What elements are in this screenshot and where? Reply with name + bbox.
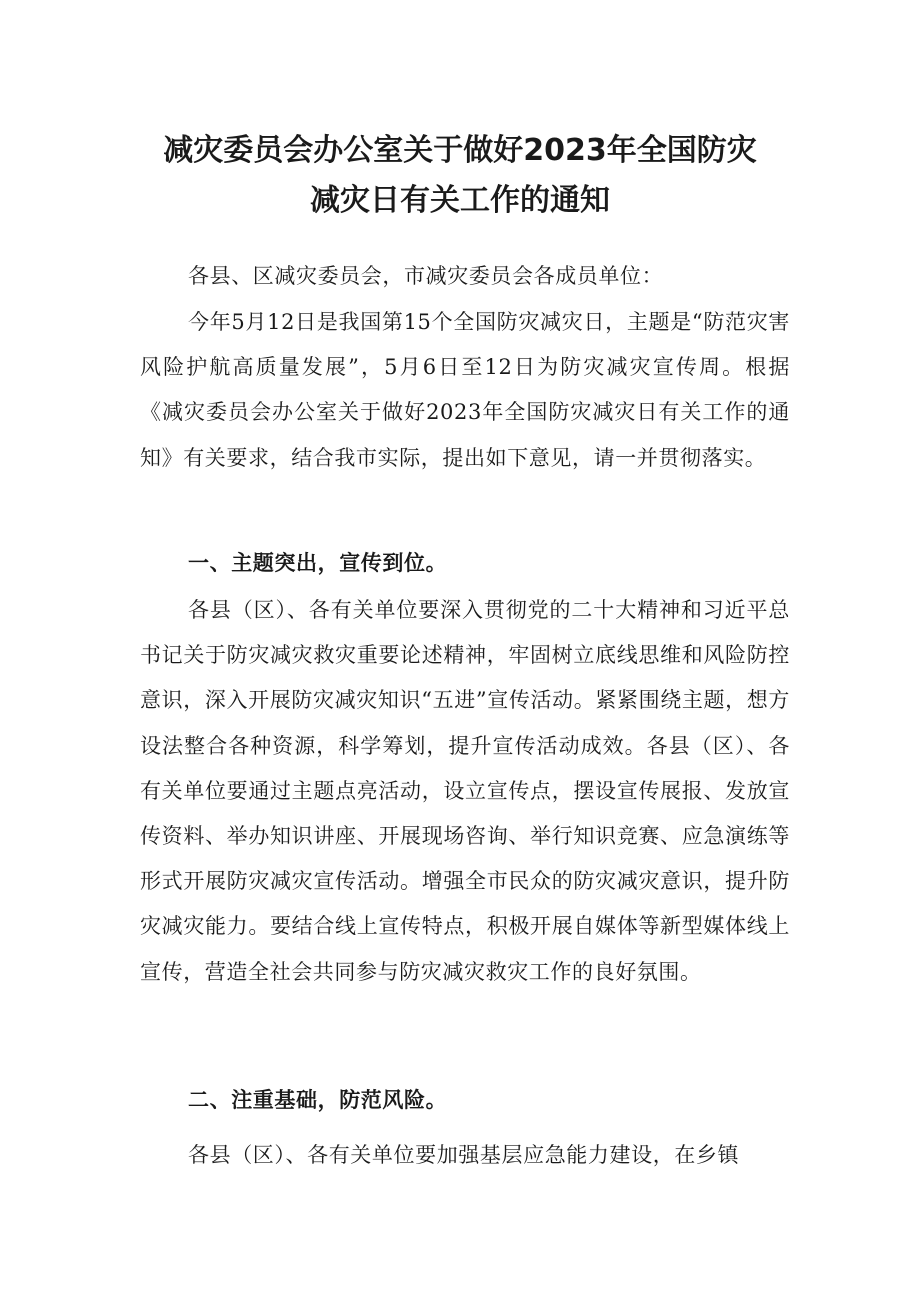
section-2-paragraph: 各县（区）、各有关单位要加强基层应急能力建设，在乡镇: [188, 1143, 740, 1167]
document-title-line-1: 减灾委员会办公室关于做好2023年全国防灾: [163, 133, 757, 168]
salutation: 各县、区减灾委员会，市减灾委员会各成员单位：: [188, 264, 664, 288]
document-title-line-2: 减灾日有关工作的通知: [310, 183, 610, 218]
section-1-paragraph: 各县（区）、各有关单位要深入贯彻党的二十大精神和习近平总书记关于防灾减灾救灾重要论述精神，牢固树立底线思维和风险防控意识，深入开展防灾减灾知识“五进”宣传活动。紧紧围绕主题，想方设法整合各种资源，科学筹划，提升宣传活动成效。各县（区）、各有关单位要通过主题点亮活动，设立宣传点，摆设宣传展报、发放宣传资料、举办知识讲座、开展现场咨询、举行知识竞赛、应急演练等形式开展防灾减灾宣传活动。增强全市民众的防灾减灾意识，提升防灾减灾能力。要结合线上宣传特点，积极开展自媒体等新型媒体线上宣传，营造全社会共同参与防灾减灾救灾工作的良好氛围。: [140, 598, 790, 984]
section-1-heading: 一、主题突出，宣传到位。: [188, 551, 448, 575]
section-2-heading: 二、注重基础，防范风险。: [188, 1088, 448, 1112]
intro-paragraph: 今年5月12日是我国第15个全国防灾减灾日，主题是“防范灾害风险护航高质量发展”，5月6日至12日为防灾减灾宣传周。根据《减灾委员会办公室关于做好2023年全国防灾减灾日有关工作的通知》有关要求，结合我市实际，提出如下意见，请一并贯彻落实。: [140, 310, 790, 470]
